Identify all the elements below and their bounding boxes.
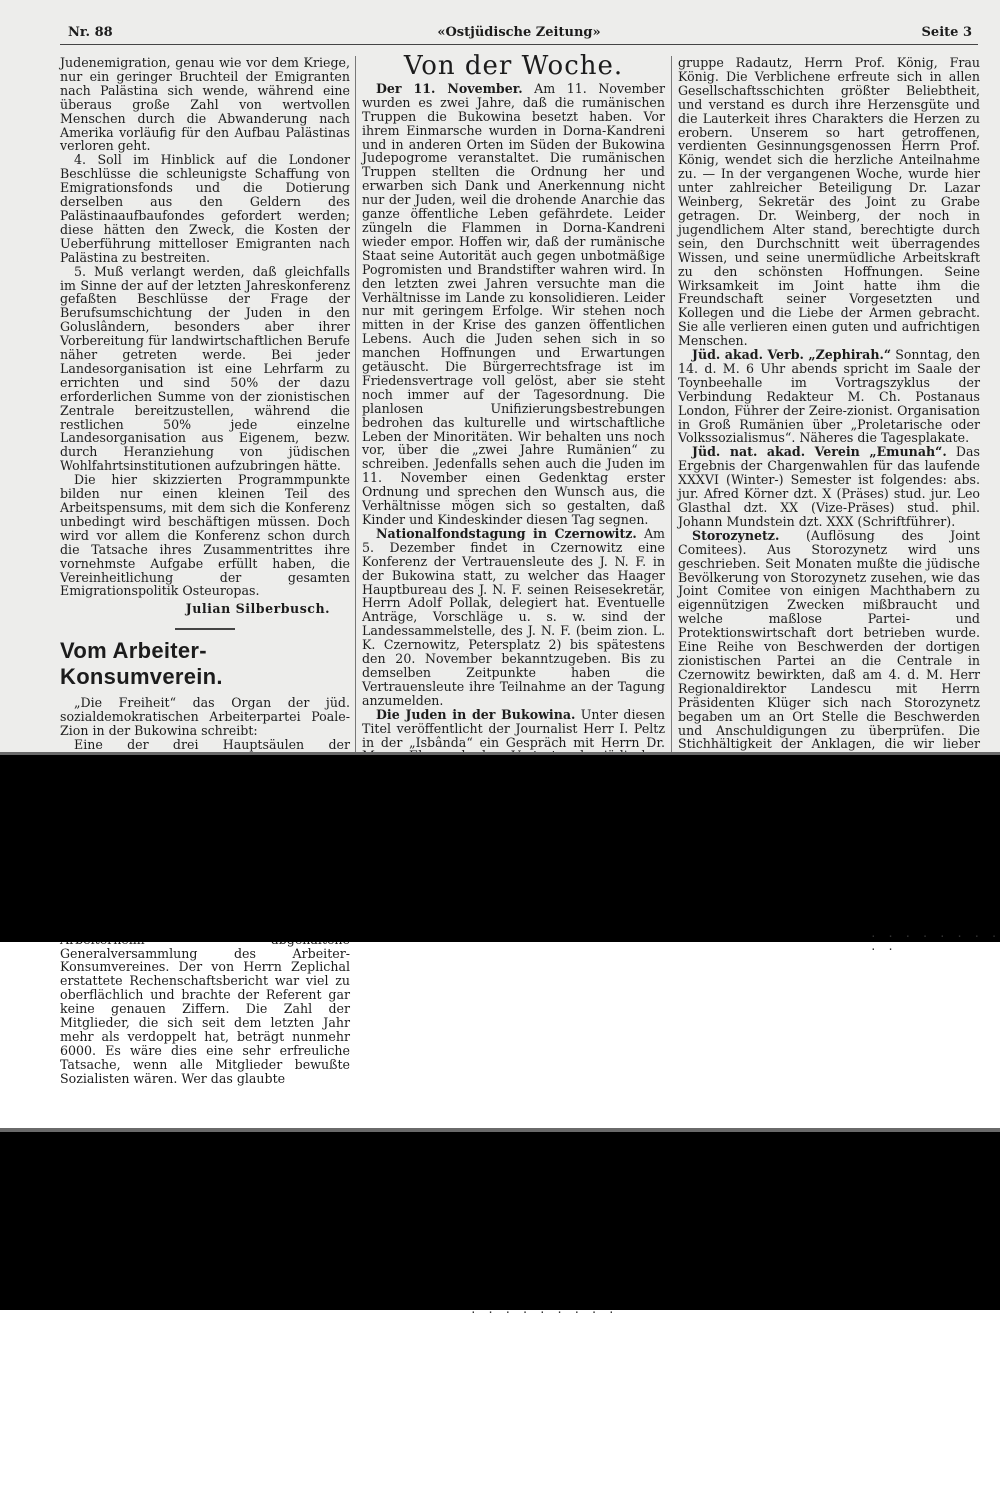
news-item-title: Jüd. nat. akad. Verein „Emunah“.: [692, 444, 947, 460]
news-item-title: Nationalfondstagung in Czernowitz.: [376, 525, 637, 541]
paragraph: Eine der drei Hauptsäulen der: [74, 736, 350, 752]
column-left: [60, 55, 350, 1086]
scan-artifact: · · · · · · · · ·: [470, 1306, 617, 1319]
paragraph: 5. Muß verlangt werden, daß gleichfalls im Sinne der auf der letzten Jahreskonferenz gefaßten Beschlüsse der Frage der Berufsumschichtung der Juden in den Goluslândern, besonders aber ihrer Vorbereitung für landwirtschaftlichen Berufe näher getreten werde. Bei jeder Landesorganisation ist eine Lehrfarm zu errichten und sind 50% der dazu erforderlichen Summe von der zionistischen Zentrale bereitzustellen, während die restlichen 50% jede einzelne Landesorganisation aus Eigenem, bezw. durch Heranziehung von jüdischen Wohlfahrtsinstitutionen aufzubringen hätte.: [60, 263, 350, 474]
page-header: [60, 22, 978, 45]
column-middle: [362, 51, 665, 756]
page-number: Seite 3: [921, 25, 972, 40]
news-item-text: Am 5. Dezember findet in Czernowitz eine Konferenz der Vertrauensleute des J. N. F. in der Bukowina statt, zu welcher das Haager Hauptbureau des J. N. F. seinen Reisesekretär, Herrn Adolf Pollak, delegiert hat. Eventuelle Anträge, Vorschläge u. s. w. sind der Landessammelstelle, des J. N. F. (beim zion. L. K. Czernowitz, Petersplatz 2) bis spätestens den 20. November bekanntzugeben. Bis zu demselben Zeitpunkte haben die Vertrauensleute ihre Teilnahme an der Tagung anzumelden.: [362, 525, 665, 708]
news-item-title: Jüd. akad. Verb. „Zephirah.“: [692, 347, 892, 363]
paragraph: 4. Soll im Hinblick auf die Londoner Beschlüsse die schleunigste Schaffung von Emigrationsfonds und die Dotierung derselben aus den Geldern des Palästinaaufbaufondes gefordert werden; diese hätten den Zweck, die Kosten der Ueberführung mittelloser Emigranten nach Palästina zu bestreiten.: [60, 152, 350, 265]
news-item-text: (Auflösung des Joint Comitees). Aus Storozynetz wird uns geschrieben. Seit Monaten mußte die jüdische Bevölkerung von Storozynetz zusehen, wie das Joint Comitee von einigen Machthabern zu eigennützigen Zwecken mißbraucht und welche maßlose Partei- und Protektionswirtschaft dort betrieben wurde. Eine Reihe von Beschwerden der dortigen zionistischen Partei an die Centrale in Czernowitz bewirkten, daß am 4. d. M. Herr Regionaldirektor Landescu mit Herrn Präsidenten Klüger sich nach Storozynetz begaben um an Ort Stelle die Beschwerden und Anschuldigungen zu überprüfen. Die Stichhältigkeit der Anklagen, die wir lieber: [678, 527, 980, 752]
news-item-title: Die Juden in der Bukowina.: [376, 706, 576, 722]
column-rule-1: [355, 56, 356, 756]
scan-artifact: · · · · · · · · · ·: [870, 930, 1000, 956]
news-item-text: Sonntag, den 14. d. M. 6 Uhr abends spricht im Saale der Toynbeehalle im Vortragszyklus der Verbindung Redakteur M. Ch. Postanaus London, Führer der Zeire-zionist. Organisation in Groß Rumänien über „Proletarische oder Volkssozialismus“. Näheres die Tagesplakate.: [678, 347, 980, 446]
black-band-top: [0, 755, 1000, 942]
article-heading: Vom Arbeiter-Konsumverein.: [60, 638, 223, 690]
divider: [175, 628, 235, 630]
news-item-title: Der 11. November.: [376, 80, 523, 96]
news-item-text: Am 11. November wurden es zwei Jahre, daß die rumänischen Truppen die Bukowina besetzt haben. Vor ihrem Einmarsche wurden in Dorna-Kandreni und in anderen Orten im Süden der Bukowina Judepogrome veranstaltet. Die rumänischen Truppen stellten die Ordnung her und erwarben sich Dank und Anerkennung nicht nur der Juden, weil die drohende Anarchie das ganze öffentliche Leben gefährdete. Leider züngeln die Flammen in Dorna-Kandreni wieder empor. Hoffen wir, daß der rumänische Staat seine Autorität auch gegen unbotmäßige Pogromisten und Brandstifter wahren wird. In den letzten zwei Jahren versuchte man die Verhältnisse im Lande zu konsolidieren. Leider nur mit geringem Erfolge. Wir stehen noch mitten in der Krise des ganzen öffentlichen Lebens. Auch die Juden sehen sich in so manchen Hoffnungen und Erwartungen getäuscht. Die Bürgerrechtsfrage ist im Friedensvertrage voll gelöst, aber sie steht noch immer auf der Tagesordnung. Die planlosen Unifizierungsbestrebungen bedrohen das kulturelle und wirtschaftliche Leben der Minoritäten. Wir behalten uns noch vor, über die „zwei Jahre Rumänien“ zu schreiben. Jedenfalls sehen auch die Juden im 11. November einen Gedenktag erster Ordnung und sprechen den Wunsch aus, die Verhältnisse mögen sich so gestalten, daß Kinder und Kindeskinder diesen Tag segnen.: [362, 80, 665, 527]
column-right: [678, 56, 980, 756]
paragraph: Generalversammlung des Arbeiter-Konsumvereines. Der von Herrn Zeplichal erstattete Rechenschaftsbericht war viel zu oberflächlich und brachte der Referent gar keine genauen Ziffern. Die Zahl der Mitglieder, die sich seit dem letzten Jahr mehr als verdoppelt hat, beträgt nunmehr 6000. Es wäre dies eine sehr erfreuliche Tatsache, wenn alle Mitglieder bewußte Sozialisten wären. Wer das glaubte: [60, 945, 350, 1086]
news-item-text: Unter diesen Titel veröffentlicht der Journalist Herr I. Peltz in der „Isbânda“ ein Gespräch mit Herrn Dr.: [362, 706, 665, 750]
newspaper-title: «Ostjüdische Zeitung»: [437, 25, 601, 40]
black-band-bottom: [0, 1132, 1000, 1310]
news-item: [362, 527, 665, 708]
news-item: [678, 348, 980, 445]
news-item: [362, 82, 665, 527]
author-signature: Julian Silberbusch.: [185, 601, 330, 617]
section-heading: Von der Woche.: [403, 51, 624, 81]
paragraph: Die hier skizzierten Programmpunkte bilden nur einen kleinen Teil des Arbeitspensums, mit dem sich die Konferenz unbedingt wird beschäftigen müssen. Doch wird vor allem die Konferenz schon durch die Tatsache ihres Zusammentrittes ihre vornehmste Aufgabe erfüllt haben, die Vereinheitlichung der gesamten Emigrationspolitik Osteuropas.: [60, 472, 350, 599]
column-rule-2: [671, 56, 672, 756]
paragraph: „Die Freiheit“ das Organ der jüd. sozialdemokratischen Arbeiterpartei Poale-Zion in der Bukowina schreibt:: [60, 695, 350, 739]
paragraph: Judenemigration, genau wie vor dem Kriege, nur ein geringer Bruchteil der Emigranten nach Palästina sich wende, während eine überaus große Zahl von wertvollen Menschen durch die Abwanderung nach Amerika vorläufig für den Aufbau Palästinas verloren geht.: [60, 55, 350, 154]
news-item: [678, 445, 980, 528]
paragraph: gruppe Radautz, Herrn Prof. König, Frau König. Die Verblichene erfreute sich in allen Gesellschaftsschichten größter Beliebtheit, und verstand es durch ihre Herzensgüte und die Lauterkeit ihres Charakters die Herzen zu erobern. Unserem so hart getroffenen, verdienten Gesinnungsgenossen Herrn Prof. König, wendet sich die herzliche Anteilnahme zu. — In der vergangenen Woche, wurde hier unter zahlreicher Beteiligung Dr. Lazar Weinberg, Sekretär des Joint zu Grabe getragen. Dr. Weinberg, der noch in jugendlichem Alter stand, berechtigte durch sein, den Durchschnitt weit überragendes Wissen, und seine unermüdliche Arbeitskraft zu den schönsten Hoffnungen. Seine Wirksamkeit im Joint hatte ihm die Freundschaft seiner Vorgesetzten und Kollegen und die Liebe der Armen gebracht. Sie alle verlieren einen guten und aufrichtigen Menschen.: [678, 55, 980, 349]
news-item-title: Storozynetz.: [692, 527, 780, 543]
news-item-text: Das Ergebnis der Chargenwahlen für das laufende XXXVI (Winter-) Semester ist folgendes: abs. jur. Afred Körner dzt. X (Präses) stud. jur. Leo Glasthal dzt. XX (Vize-Präses) stud. phil. Johann Mundstein dzt. XXX (Schriftführer).: [678, 444, 980, 529]
issue-number: Nr. 88: [68, 25, 113, 40]
